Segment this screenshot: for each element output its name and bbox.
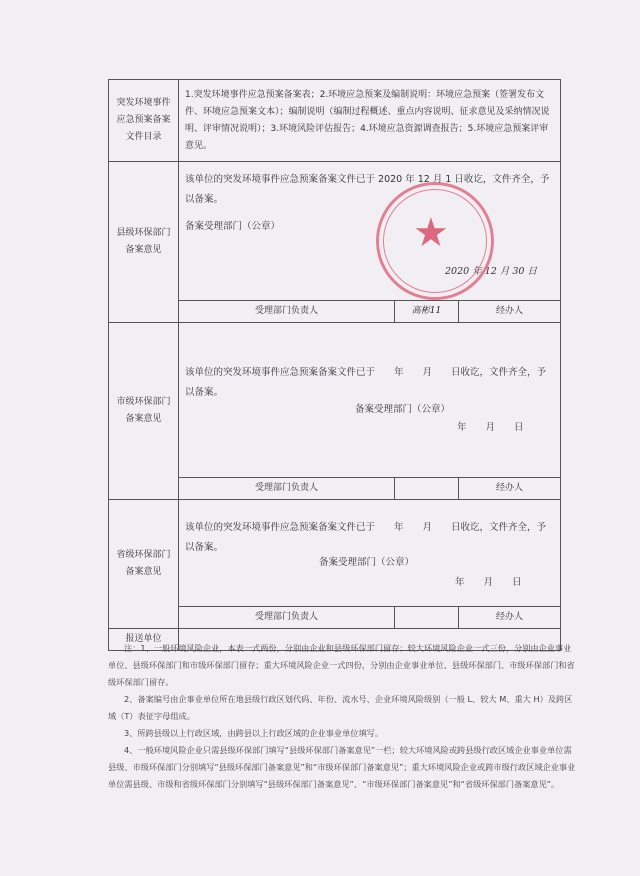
star-icon: ★ xyxy=(413,210,449,256)
note-item-4: 4、一般环境风险企业只需县级环保部门填写“县级环保部门备案意见”一栏；较大环境风险或跨县级行政区域企业事业单位需县级、市级环保部门分别填写“县级环保部门备案意见”和“市级环保部门备案意见”；重大环境风险企业或跨市级行政区域企业事业单位需县级、市级和省级环保部门分别填写“县级环保部门备案意见”、“市级环保部门备案意见”和“省级环保部门备案意见”。 xyxy=(108,745,576,789)
directory-label: 突发环境事件应急预案备案文件目录 xyxy=(109,80,179,162)
city-opinion-text: 该单位的突发环境事件应急预案备案文件已于 年 月 日收讫，文件齐全，予以备案。 xyxy=(185,367,547,398)
county-head-signature: 高彬11 xyxy=(395,301,459,323)
notes-section xyxy=(108,640,578,793)
official-seal xyxy=(376,182,494,300)
directory-content: 1.突发环境事件应急预案备案表；2.环境应急预案及编制说明：环境应急预案（签署发布文件、环境应急预案文本）；编制说明（编制过程概述、重点内容说明、征求意见及采纳情况说明、评审情况说明）；3.环境风险评估报告；4.环境应急资源调查报告；5.环境应急预案评审意见。 xyxy=(179,80,561,162)
province-head-signature xyxy=(395,607,459,629)
city-opinion-cell xyxy=(179,323,561,478)
city-date: 年 月 日 xyxy=(457,422,524,433)
city-head-label: 受理部门负责人 xyxy=(179,478,395,500)
city-handler-label: 经办人 xyxy=(459,478,561,500)
county-date: 2020 年 12 月 30 日 xyxy=(445,266,537,277)
note-item-2: 2、备案编号由企事业单位所在地县级行政区划代码、年份、流水号、企业环境风险级别（一般 L、较大 M、重大 H）及跨区域（T）表征字母组成。 xyxy=(108,694,573,721)
county-accept-dept: 备案受理部门（公章） xyxy=(185,221,281,232)
city-head-signature xyxy=(395,478,459,500)
county-head-label: 受理部门负责人 xyxy=(179,301,395,323)
province-date: 年 月 日 xyxy=(455,577,522,588)
province-handler-label: 经办人 xyxy=(459,607,561,629)
city-opinion-label: 市级环保部门备案意见 xyxy=(109,323,179,500)
province-opinion-cell xyxy=(179,500,561,607)
county-handler-label: 经办人 xyxy=(459,301,561,323)
note-item-1: 注：1、一般环境风险企业，本表一式两份，分别由企业和县级环保部门留存；较大环境风险企业一式三份，分别由企业事业单位、县级环保部门和市级环保部门留存；重大环境风险企业一式四份，分别由企业事业单位、县级环保部门、市级环保部门和省级环保部门留存。 xyxy=(108,643,575,687)
province-opinion-label: 省级环保部门备案意见 xyxy=(109,500,179,629)
county-opinion-label: 县级环保部门备案意见 xyxy=(109,162,179,323)
city-accept-dept: 备案受理部门（公章） xyxy=(355,404,451,415)
county-opinion-text: 该单位的突发环境事件应急预案备案文件已于 2020 年 12 月 1 日收讫，文件齐全，予以备案。 xyxy=(185,174,550,205)
province-opinion-text: 该单位的突发环境事件应急预案备案文件已于 年 月 日收讫，文件齐全，予以备案。 xyxy=(185,522,547,553)
filing-form-table xyxy=(108,79,561,651)
note-item-3: 3、所跨县级以上行政区域，由跨县以上行政区域的企业事业单位填写。 xyxy=(124,728,384,738)
county-opinion-cell xyxy=(179,162,561,301)
province-accept-dept: 备案受理部门（公章） xyxy=(319,557,415,568)
report-unit-label: 报送单位 xyxy=(109,629,179,651)
province-head-label: 受理部门负责人 xyxy=(179,607,395,629)
